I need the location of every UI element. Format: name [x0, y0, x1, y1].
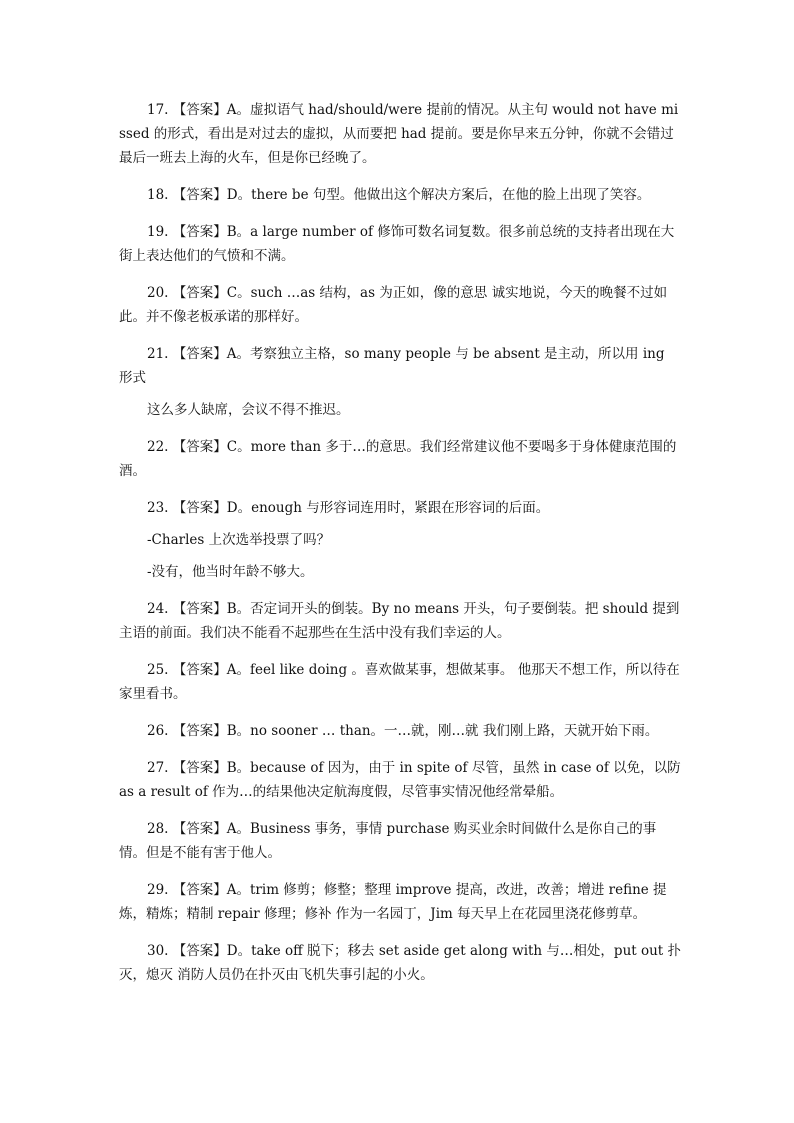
answer-23-dialog-line-2: -没有，他当时年龄不够大。: [147, 564, 314, 580]
answer-30: 30. 【答案】D。take off 脱下；移去 set aside get along with 与…相处，put out 扑灭，熄灭 消防人员仍在扑灭由飞机失事引起的小火。: [119, 943, 682, 983]
answer-18: 18. 【答案】D。there be 句型。他做出这个解决方案后，在他的脸上出现了笑容。: [147, 187, 651, 203]
answer-27: 27. 【答案】B。because of 因为，由于 in spite of 尽管，虽然 in case of 以免，以防 as a result of 作为…的结果他决定航海度假，尽管事实情况他经常晕船。: [119, 760, 681, 800]
answer-19: 19. 【答案】B。a large number of 修饰可数名词复数。很多前总统的支持者出现在大街上表达他们的气愤和不满。: [119, 224, 675, 264]
answer-23-dialog-line-1: -Charles 上次选举投票了吗？: [147, 532, 331, 548]
answer-21: 21. 【答案】A。考察独立主格，so many people 与 be absent 是主动，所以用 ing 形式: [119, 346, 665, 386]
answer-26: 26. 【答案】B。no sooner … than。一…就，刚…就 我们刚上路，天就开始下雨。: [147, 723, 659, 739]
answer-22: 22. 【答案】C。more than 多于…的意思。我们经常建议他不要喝多于身体健康范围的酒。: [119, 439, 677, 479]
answer-25: 25. 【答案】A。feel like doing 。喜欢做某事，想做某事。 他那天不想工作，所以待在家里看书。: [119, 662, 680, 702]
answer-24: 24. 【答案】B。否定词开头的倒装。By no means 开头，句子要倒装。把 should 提到主语的前面。我们决不能看不起那些在生活中没有我们幸运的人。: [119, 601, 680, 641]
answer-23: 23. 【答案】D。enough 与形容词连用时，紧跟在形容词的后面。: [147, 500, 550, 516]
answer-21-translation: 这么多人缺席，会议不得不推迟。: [147, 402, 350, 418]
answer-20: 20. 【答案】C。such …as 结构，as 为正如，像的意思 诚实地说，今天的晚餐不过如此。并不像老板承诺的那样好。: [119, 285, 668, 325]
answer-list: [119, 98, 681, 987]
answer-28: 28. 【答案】A。Business 事务，事情 purchase 购买业余时间做什么是你自己的事情。但是不能有害于他人。: [119, 821, 657, 861]
answer-29: 29. 【答案】A。trim 修剪；修整；整理 improve 提高，改进，改善；增进 refine 提炼，精炼；精制 repair 修理；修补 作为一名园丁，Jim 每天早上在花园里浇花修剪草。: [119, 882, 667, 922]
answer-17: 17. 【答案】A。虚拟语气 had/should/were 提前的情况。从主句 would not have missed 的形式，看出是对过去的虚拟，从而要把 had 提前。要是你早来五分钟，你就不会错过最后一班去上海的火车，但是你已经晚了。: [119, 102, 679, 166]
